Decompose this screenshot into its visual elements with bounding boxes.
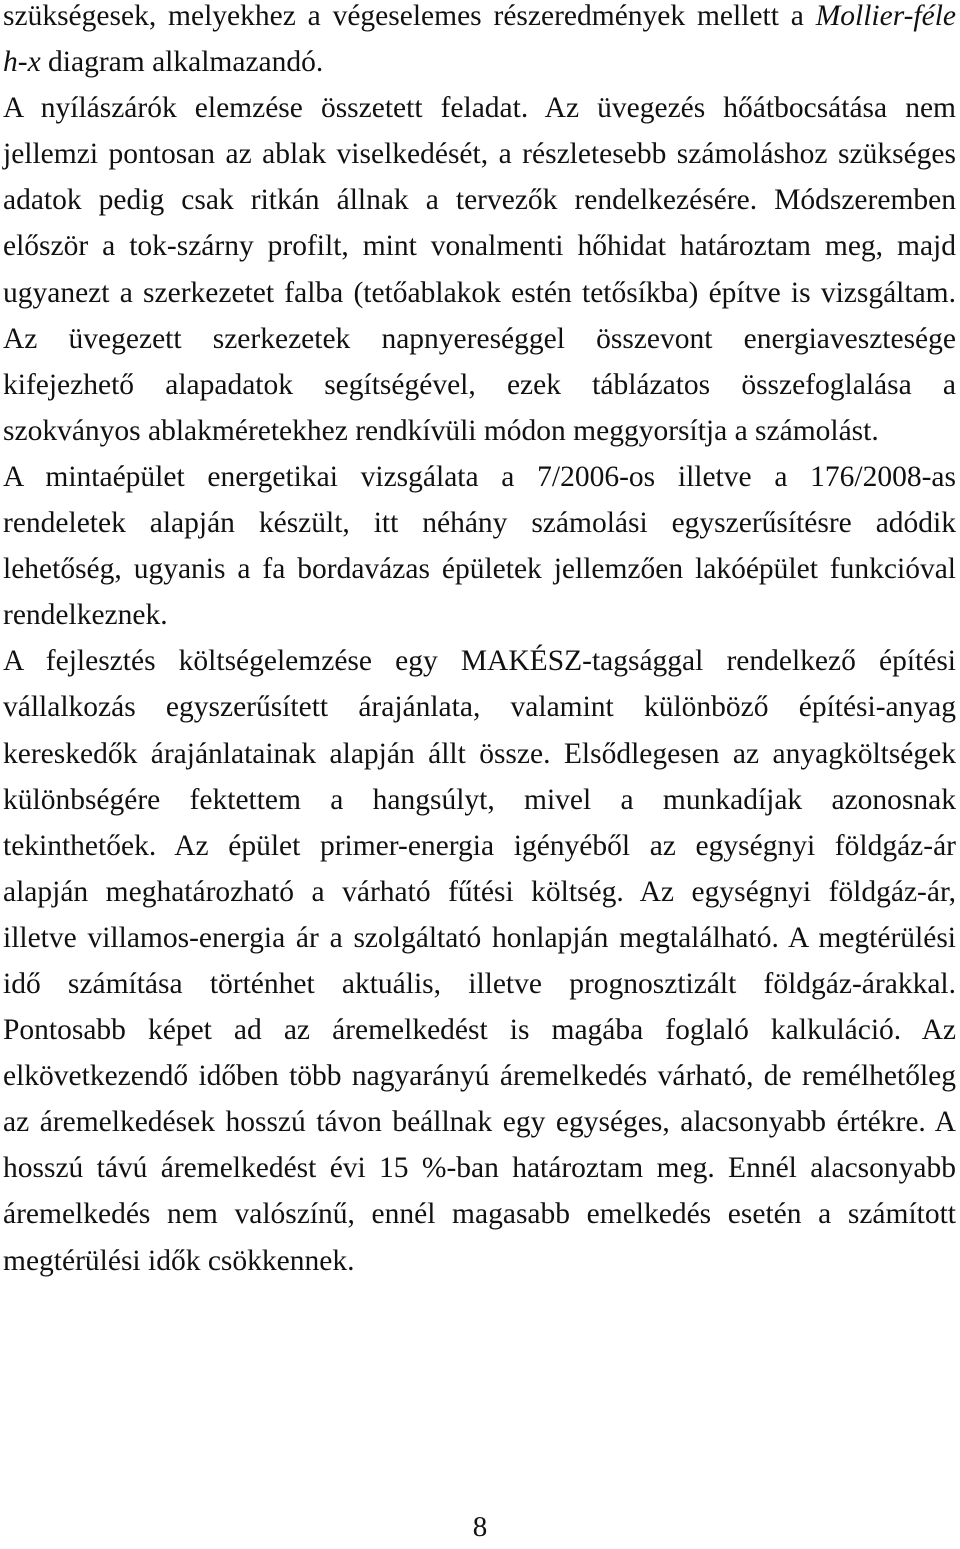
paragraph-text: A nyílászárók elemzése összetett feladat. Az üvegezés hőátbocsátása nem jellemzi pontosan az ablak viselkedését, a részletesebb számoláshoz szükséges adatok pedig csak ritkán állnak a tervezők rendelkezésére. Módszeremben először a tok-szárny profilt, mint vonalmenti hőhidat határoztam meg, majd ugyanezt a szerkezetet falba (tetőablakok estén tetősíkba) építve is vizsgáltam. Az üvegezett szerkezetek napnyereséggel összevont energiavesztesége kifejezhető alapadatok segítségével, ezek táblázatos összefoglalása a szokványos ablakméretekhez rendkívüli módon meggyorsítja a számolást. bbox=[3, 92, 956, 447]
paragraph-cost-analysis bbox=[3, 638, 956, 1283]
paragraph-text: A mintaépület energetikai vizsgálata a 7/2006-os illetve a 176/2008-as rendeletek alapján készült, itt néhány számolási egyszerűsítésre adódik lehetőség, ugyanis a fa bordavázas épületek jellemzően lakóépület funkcióval rendelkeznek. bbox=[3, 460, 956, 632]
paragraph-text: A fejlesztés költségelemzése egy MAKÉSZ-tagsággal rendelkező építési vállalkozás egyszerűsített árajánlata, valamint különböző építési-anyag kereskedők árajánlatainak alapján állt össze. Elsődlegesen az anyagköltségek különbségére fektettem a hangsúlyt, mivel a munkadíjak azonosnak tekinthetőek. Az épület primer-energia igényéből az egységnyi földgáz-ár alapján meghatározható a várható fűtési költség. Az egységnyi földgáz-ár, illetve villamos-energia ár a szolgáltató honlapján megtalálható. A megtérülési idő számítása történhet aktuális, illetve prognosztizált földgáz-árakkal. Pontosabb képet ad az áremelkedést is magába foglaló kalkuláció. Az elkövetkezendő időben több nagyarányú áremelkedés várható, de remélhetőleg az áremelkedések hosszú távon beállnak egy egységes, alacsonyabb értékre. A hosszú távú áremelkedést évi 15 %-ban határoztam meg. Ennél alacsonyabb áremelkedés nem valószínű, ennél magasabb emelkedés esetén a számított megtérülési idők csökkennek. bbox=[3, 645, 956, 1277]
paragraph-continuation bbox=[3, 0, 956, 85]
body-text bbox=[3, 0, 956, 1284]
paragraph-model-building bbox=[3, 454, 956, 638]
paragraph-windows-analysis bbox=[3, 85, 956, 454]
paragraph-text: szükségesek, melyekhez a végeselemes részeredmények mellett a Mollier-féle h-x diagram alkalmazandó. bbox=[3, 0, 956, 79]
emphasis-diagram-name: Mollier-féle h-x bbox=[3, 0, 956, 79]
page-number: 8 bbox=[472, 1511, 488, 1543]
